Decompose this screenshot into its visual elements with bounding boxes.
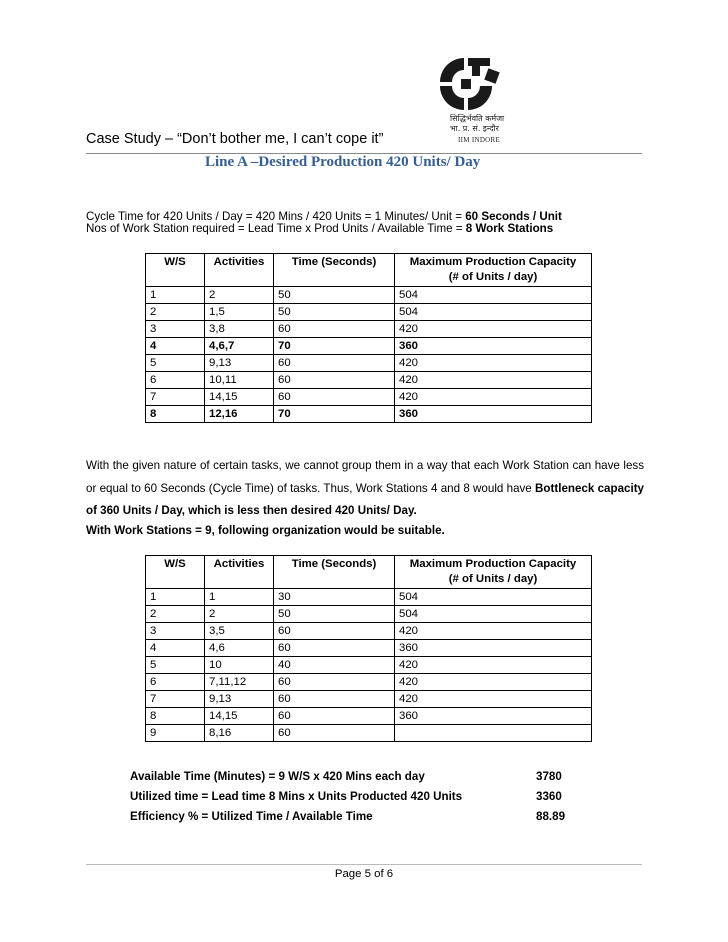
table-row (146, 640, 592, 657)
table-row (146, 304, 592, 321)
efficiency-summary (130, 767, 590, 827)
header-ws: W/S (146, 254, 205, 287)
cell-capacity: 420 (395, 674, 592, 691)
summary-row-utilized-time (130, 787, 590, 807)
work-stations-line (86, 222, 553, 235)
header-activities: Activities (205, 556, 274, 589)
cell-ws: 7 (146, 389, 205, 406)
cell-capacity: 504 (395, 304, 592, 321)
summary-label: Available Time (Minutes) = 9 W/S x 420 Mins each day (130, 770, 425, 783)
cell-time: 30 (274, 589, 395, 606)
cell-activities: 3,5 (205, 623, 274, 640)
cell-time: 50 (274, 606, 395, 623)
iim-emblem-icon (434, 52, 504, 112)
table-row (146, 372, 592, 389)
cell-time: 60 (274, 372, 395, 389)
cell-activities: 4,6,7 (205, 338, 274, 355)
cell-ws: 5 (146, 657, 205, 674)
summary-value: 88.89 (536, 810, 566, 823)
cell-capacity: 360 (395, 406, 592, 423)
cell-ws: 4 (146, 640, 205, 657)
header-time: Time (Seconds) (274, 556, 395, 589)
table-row (146, 321, 592, 338)
work-stations-result: 8 Work Stations (465, 222, 554, 235)
bottleneck-emphasis: Bottleneck capacity of 360 Units / Day, which is less then desired 420 Units/ Day. (86, 481, 644, 517)
table-row (146, 355, 592, 372)
cell-time: 60 (274, 355, 395, 372)
table-row-bottleneck (146, 338, 592, 355)
cell-capacity: 360 (395, 640, 592, 657)
cell-capacity (395, 725, 592, 742)
table-row (146, 674, 592, 691)
cell-capacity: 504 (395, 287, 592, 304)
cell-ws: 1 (146, 589, 205, 606)
cell-capacity: 420 (395, 372, 592, 389)
table-row (146, 287, 592, 304)
header-ws: W/S (146, 556, 205, 589)
cell-ws: 1 (146, 287, 205, 304)
summary-value: 3360 (536, 790, 562, 803)
cell-time: 60 (274, 389, 395, 406)
cell-time: 60 (274, 640, 395, 657)
cell-time: 50 (274, 287, 395, 304)
table-row (146, 708, 592, 725)
cell-ws: 4 (146, 338, 205, 355)
cell-activities: 9,13 (205, 355, 274, 372)
cell-activities: 14,15 (205, 389, 274, 406)
cell-activities: 2 (205, 287, 274, 304)
cell-capacity: 504 (395, 589, 592, 606)
bottleneck-text: With the given nature of certain tasks, we cannot group them in a way that each Work Station can have less or equal to 60 Seconds (Cycle Time) of tasks. Thus, Work Stations 4 and 8 would have (86, 459, 644, 495)
cell-time: 70 (274, 338, 395, 355)
cell-time: 60 (274, 708, 395, 725)
cell-activities: 2 (205, 606, 274, 623)
table-row (146, 691, 592, 708)
summary-row-efficiency (130, 807, 590, 827)
logo-name: IIM INDORE (458, 136, 501, 144)
cell-ws: 6 (146, 674, 205, 691)
cell-activities: 10 (205, 657, 274, 674)
cell-ws: 6 (146, 372, 205, 389)
cell-time: 60 (274, 691, 395, 708)
cell-time: 60 (274, 623, 395, 640)
table-9-workstations (145, 555, 592, 742)
document-header-title: Case Study – “Don’t bother me, I can’t cope it” (86, 131, 384, 147)
cell-ws: 3 (146, 623, 205, 640)
summary-label: Efficiency % = Utilized Time / Available Time (130, 810, 373, 823)
cell-capacity: 420 (395, 623, 592, 640)
cell-capacity: 420 (395, 657, 592, 674)
cell-ws: 2 (146, 606, 205, 623)
cell-ws: 5 (146, 355, 205, 372)
table-row-bottleneck (146, 406, 592, 423)
iim-indore-logo (420, 52, 520, 148)
summary-value: 3780 (536, 770, 562, 783)
logo-motto: सिद्धिर्भवति कर्मजा (450, 114, 505, 123)
cell-activities: 12,16 (205, 406, 274, 423)
cell-capacity: 360 (395, 338, 592, 355)
header-capacity-line2: (# of Units / day) (448, 271, 538, 283)
header-capacity (395, 556, 592, 589)
cell-time: 60 (274, 725, 395, 742)
header-capacity-line2: (# of Units / day) (448, 573, 538, 585)
footer-divider (86, 864, 642, 865)
cycle-time-result: 60 Seconds / Unit (465, 210, 562, 223)
page-number: Page 5 of 6 (334, 868, 394, 880)
table-row (146, 606, 592, 623)
header-capacity (395, 254, 592, 287)
cell-ws: 7 (146, 691, 205, 708)
bottleneck-paragraph (86, 455, 644, 523)
cell-ws: 3 (146, 321, 205, 338)
cell-ws: 2 (146, 304, 205, 321)
cycle-time-text: Cycle Time for 420 Units / Day = 420 Mins / 420 Units = 1 Minutes/ Unit = (86, 210, 466, 223)
cell-capacity: 420 (395, 321, 592, 338)
table-8-workstations (145, 253, 592, 423)
cell-activities: 1 (205, 589, 274, 606)
cell-capacity: 420 (395, 691, 592, 708)
cell-capacity: 360 (395, 708, 592, 725)
cell-activities: 7,11,12 (205, 674, 274, 691)
cell-time: 40 (274, 657, 395, 674)
table-row (146, 725, 592, 742)
cell-capacity: 420 (395, 389, 592, 406)
cell-time: 60 (274, 674, 395, 691)
cell-activities: 8,16 (205, 725, 274, 742)
cell-capacity: 504 (395, 606, 592, 623)
cell-time: 60 (274, 321, 395, 338)
cell-activities: 9,13 (205, 691, 274, 708)
summary-row-available-time (130, 767, 590, 787)
table-row (146, 589, 592, 606)
header-activities: Activities (205, 254, 274, 287)
nine-ws-heading: With Work Stations = 9, following organization would be suitable. (86, 524, 445, 537)
logo-hindi-name: भा. प्र. सं. इन्दौर (450, 124, 499, 133)
cell-ws: 9 (146, 725, 205, 742)
header-capacity-line1: Maximum Production Capacity (409, 256, 577, 268)
cell-time: 70 (274, 406, 395, 423)
cell-activities: 10,11 (205, 372, 274, 389)
cell-activities: 4,6 (205, 640, 274, 657)
cell-ws: 8 (146, 708, 205, 725)
cell-capacity: 420 (395, 355, 592, 372)
line-a-title: Line A –Desired Production 420 Units/ Day (205, 154, 481, 170)
table-row (146, 657, 592, 674)
table-row (146, 389, 592, 406)
cell-activities: 1,5 (205, 304, 274, 321)
cell-ws: 8 (146, 406, 205, 423)
summary-label: Utilized time = Lead time 8 Mins x Units Producted 420 Units (130, 790, 463, 803)
table-row (146, 623, 592, 640)
cell-time: 50 (274, 304, 395, 321)
cell-activities: 3,8 (205, 321, 274, 338)
work-stations-text: Nos of Work Station required = Lead Time x Prod Units / Available Time = (86, 222, 466, 235)
cell-activities: 14,15 (205, 708, 274, 725)
header-time: Time (Seconds) (274, 254, 395, 287)
header-capacity-line1: Maximum Production Capacity (409, 558, 577, 570)
